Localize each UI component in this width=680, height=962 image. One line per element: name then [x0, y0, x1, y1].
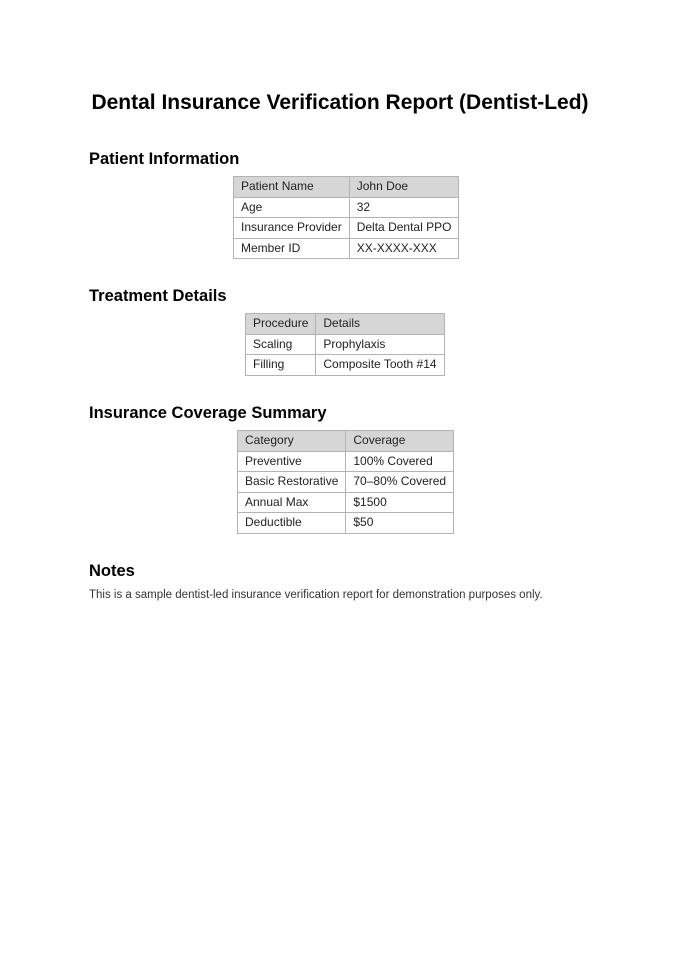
table-header-cell: Patient Name	[234, 177, 350, 198]
table-cell: Composite Tooth #14	[316, 355, 444, 376]
table-cell: Prophylaxis	[316, 334, 444, 355]
table-row	[246, 334, 445, 355]
table-header-cell: Coverage	[346, 431, 454, 452]
table-header-row	[246, 314, 445, 335]
table-row	[246, 355, 445, 376]
patient-information-heading: Patient Information	[89, 150, 240, 168]
notes-heading: Notes	[89, 562, 135, 580]
table-header-row	[234, 177, 459, 198]
table-cell: 70–80% Covered	[346, 472, 454, 493]
table-cell: Scaling	[246, 334, 316, 355]
table-cell: Preventive	[238, 451, 346, 472]
table-header-row	[238, 431, 454, 452]
table-cell: $50	[346, 513, 454, 534]
table-row	[234, 238, 459, 259]
table-cell: $1500	[346, 492, 454, 513]
table-cell: XX-XXXX-XXX	[349, 238, 459, 259]
table-header-cell: John Doe	[349, 177, 459, 198]
table-cell: Deductible	[238, 513, 346, 534]
coverage-summary-heading: Insurance Coverage Summary	[89, 404, 327, 422]
notes-text: This is a sample dentist-led insurance verification report for demonstration purposes only.	[89, 589, 543, 601]
table-header-cell: Category	[238, 431, 346, 452]
table-row	[238, 472, 454, 493]
table-header-cell: Details	[316, 314, 444, 335]
table-cell: 100% Covered	[346, 451, 454, 472]
treatment-details-table	[245, 313, 445, 376]
table-cell: Annual Max	[238, 492, 346, 513]
table-cell: Age	[234, 197, 350, 218]
page-title: Dental Insurance Verification Report (Dentist-Led)	[91, 91, 589, 114]
treatment-details-heading: Treatment Details	[89, 287, 227, 305]
table-row	[238, 492, 454, 513]
table-header-cell: Procedure	[246, 314, 316, 335]
coverage-summary-table	[237, 430, 454, 534]
table-row	[238, 513, 454, 534]
table-cell: Filling	[246, 355, 316, 376]
table-cell: Delta Dental PPO	[349, 218, 459, 239]
table-cell: Basic Restorative	[238, 472, 346, 493]
patient-information-table	[233, 176, 459, 259]
table-row	[234, 197, 459, 218]
table-row	[238, 451, 454, 472]
table-cell: 32	[349, 197, 459, 218]
table-cell: Insurance Provider	[234, 218, 350, 239]
table-row	[234, 218, 459, 239]
table-cell: Member ID	[234, 238, 350, 259]
